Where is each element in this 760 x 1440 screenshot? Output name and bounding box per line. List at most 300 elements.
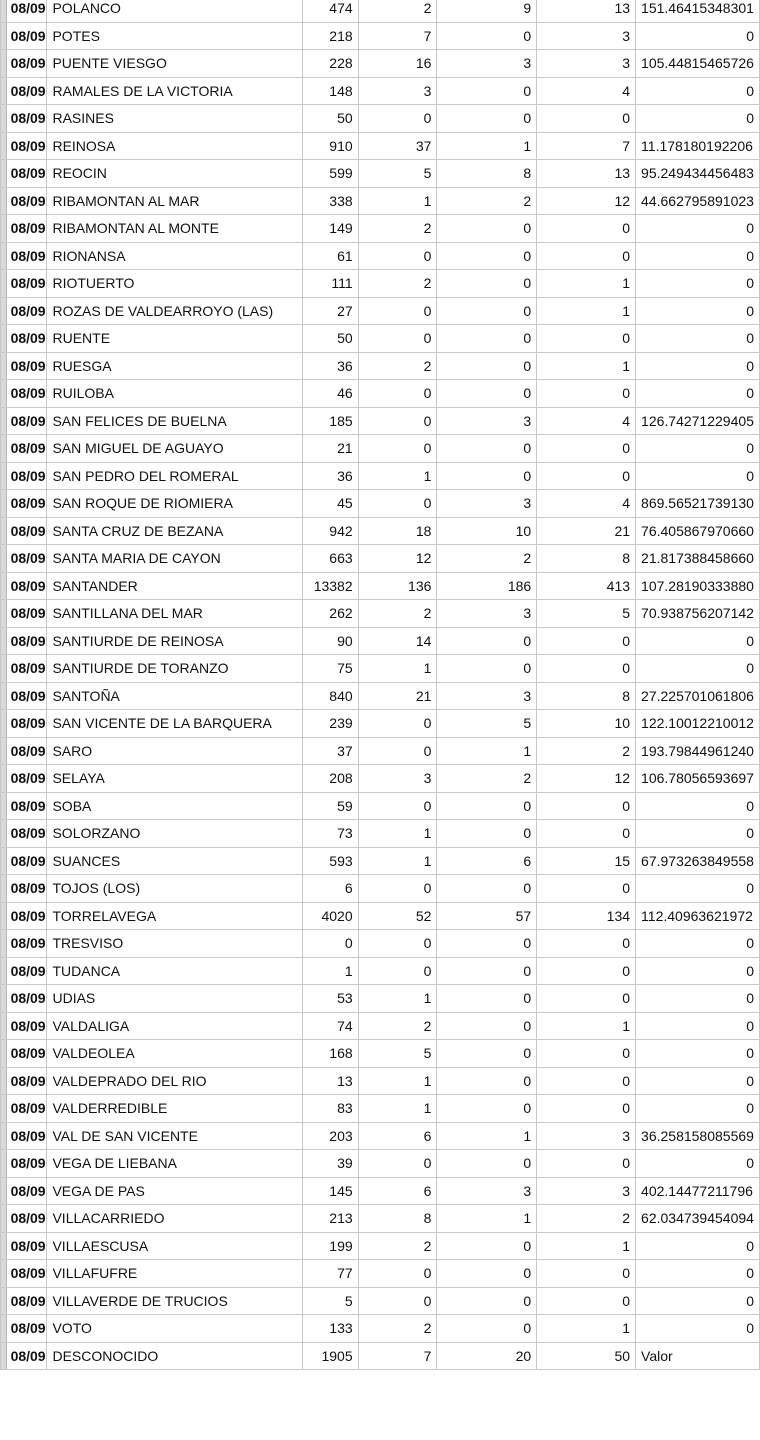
value-cell-3[interactable]: 3 bbox=[437, 682, 537, 710]
value-cell-5[interactable]: 0 bbox=[636, 1067, 760, 1095]
date-cell[interactable]: 08/09 bbox=[6, 875, 47, 903]
municipality-cell[interactable]: TORRELAVEGA bbox=[47, 902, 303, 930]
municipality-cell[interactable]: SANTA CRUZ DE BEZANA bbox=[47, 517, 303, 545]
value-cell-3[interactable]: 0 bbox=[437, 930, 537, 958]
municipality-cell[interactable]: SANTILLANA DEL MAR bbox=[47, 600, 303, 628]
value-cell-1[interactable]: 203 bbox=[303, 1122, 358, 1150]
value-cell-1[interactable]: 218 bbox=[303, 22, 358, 50]
value-cell-4[interactable]: 2 bbox=[537, 737, 636, 765]
value-cell-2[interactable]: 0 bbox=[358, 957, 437, 985]
value-cell-2[interactable]: 6 bbox=[358, 1177, 437, 1205]
value-cell-2[interactable]: 2 bbox=[358, 270, 437, 298]
value-cell-2[interactable]: 7 bbox=[358, 1342, 437, 1370]
date-cell[interactable]: 08/09 bbox=[6, 627, 47, 655]
value-cell-4[interactable]: 4 bbox=[537, 407, 636, 435]
value-cell-4[interactable]: 134 bbox=[537, 902, 636, 930]
municipality-cell[interactable]: POTES bbox=[47, 22, 303, 50]
value-cell-1[interactable]: 75 bbox=[303, 655, 358, 683]
date-cell[interactable]: 08/09 bbox=[6, 407, 47, 435]
value-cell-5[interactable]: 402.14477211796 bbox=[636, 1177, 760, 1205]
date-cell[interactable]: 08/09 bbox=[6, 22, 47, 50]
value-cell-4[interactable]: 0 bbox=[537, 957, 636, 985]
value-cell-5[interactable]: 151.46415348301 bbox=[636, 0, 760, 22]
value-cell-4[interactable]: 0 bbox=[537, 105, 636, 133]
date-cell[interactable]: 08/09 bbox=[6, 490, 47, 518]
value-cell-4[interactable]: 0 bbox=[537, 875, 636, 903]
value-cell-2[interactable]: 3 bbox=[358, 77, 437, 105]
value-cell-1[interactable]: 21 bbox=[303, 435, 358, 463]
date-cell[interactable]: 08/09 bbox=[6, 517, 47, 545]
value-cell-5[interactable]: 0 bbox=[636, 1315, 760, 1343]
value-cell-5[interactable]: 0 bbox=[636, 77, 760, 105]
value-cell-3[interactable]: 0 bbox=[437, 1095, 537, 1123]
value-cell-5[interactable]: 0 bbox=[636, 792, 760, 820]
date-cell[interactable]: 08/09 bbox=[6, 160, 47, 188]
municipality-cell[interactable]: RIOTUERTO bbox=[47, 270, 303, 298]
value-cell-4[interactable]: 3 bbox=[537, 50, 636, 78]
value-cell-4[interactable]: 0 bbox=[537, 325, 636, 353]
value-cell-2[interactable]: 0 bbox=[358, 1150, 437, 1178]
value-cell-5[interactable]: 0 bbox=[636, 380, 760, 408]
date-cell[interactable]: 08/09 bbox=[6, 1315, 47, 1343]
value-cell-3[interactable]: 0 bbox=[437, 985, 537, 1013]
value-cell-2[interactable]: 5 bbox=[358, 160, 437, 188]
municipality-cell[interactable]: SELAYA bbox=[47, 765, 303, 793]
value-cell-3[interactable]: 0 bbox=[437, 352, 537, 380]
date-cell[interactable]: 08/09 bbox=[6, 1122, 47, 1150]
value-cell-4[interactable]: 1 bbox=[537, 352, 636, 380]
value-cell-1[interactable]: 239 bbox=[303, 710, 358, 738]
date-cell[interactable]: 08/09 bbox=[6, 462, 47, 490]
date-cell[interactable]: 08/09 bbox=[6, 847, 47, 875]
value-cell-4[interactable]: 12 bbox=[537, 187, 636, 215]
municipality-cell[interactable]: VILLAVERDE DE TRUCIOS bbox=[47, 1287, 303, 1315]
value-cell-1[interactable]: 37 bbox=[303, 737, 358, 765]
value-cell-1[interactable]: 74 bbox=[303, 1012, 358, 1040]
value-cell-5[interactable]: 0 bbox=[636, 22, 760, 50]
date-cell[interactable]: 08/09 bbox=[6, 545, 47, 573]
value-cell-3[interactable]: 0 bbox=[437, 820, 537, 848]
value-cell-1[interactable]: 59 bbox=[303, 792, 358, 820]
value-cell-2[interactable]: 1 bbox=[358, 1095, 437, 1123]
municipality-cell[interactable]: PUENTE VIESGO bbox=[47, 50, 303, 78]
value-cell-2[interactable]: 0 bbox=[358, 242, 437, 270]
value-cell-2[interactable]: 16 bbox=[358, 50, 437, 78]
municipality-cell[interactable]: VOTO bbox=[47, 1315, 303, 1343]
date-cell[interactable]: 08/09 bbox=[6, 572, 47, 600]
municipality-cell[interactable]: SOBA bbox=[47, 792, 303, 820]
value-cell-1[interactable]: 474 bbox=[303, 0, 358, 22]
value-cell-4[interactable]: 0 bbox=[537, 435, 636, 463]
value-cell-1[interactable]: 1905 bbox=[303, 1342, 358, 1370]
value-cell-3[interactable]: 0 bbox=[437, 325, 537, 353]
date-cell[interactable]: 08/09 bbox=[6, 242, 47, 270]
value-cell-2[interactable]: 2 bbox=[358, 0, 437, 22]
value-cell-5[interactable]: 27.225701061806 bbox=[636, 682, 760, 710]
municipality-cell[interactable]: SANTIURDE DE TORANZO bbox=[47, 655, 303, 683]
value-cell-1[interactable]: 185 bbox=[303, 407, 358, 435]
date-cell[interactable]: 08/09 bbox=[6, 682, 47, 710]
date-cell[interactable]: 08/09 bbox=[6, 50, 47, 78]
municipality-cell[interactable]: POLANCO bbox=[47, 0, 303, 22]
municipality-cell[interactable]: SOLORZANO bbox=[47, 820, 303, 848]
value-cell-1[interactable]: 50 bbox=[303, 325, 358, 353]
date-cell[interactable]: 08/09 bbox=[6, 380, 47, 408]
value-cell-2[interactable]: 0 bbox=[358, 1287, 437, 1315]
municipality-cell[interactable]: VALDERREDIBLE bbox=[47, 1095, 303, 1123]
value-cell-2[interactable]: 2 bbox=[358, 600, 437, 628]
value-cell-3[interactable]: 6 bbox=[437, 847, 537, 875]
value-cell-3[interactable]: 0 bbox=[437, 957, 537, 985]
value-cell-2[interactable]: 2 bbox=[358, 215, 437, 243]
date-cell[interactable]: 08/09 bbox=[6, 1150, 47, 1178]
municipality-cell[interactable]: SANTANDER bbox=[47, 572, 303, 600]
value-cell-4[interactable]: 0 bbox=[537, 1150, 636, 1178]
value-cell-3[interactable]: 0 bbox=[437, 1012, 537, 1040]
value-cell-1[interactable]: 262 bbox=[303, 600, 358, 628]
value-cell-3[interactable]: 0 bbox=[437, 655, 537, 683]
value-cell-1[interactable]: 6 bbox=[303, 875, 358, 903]
value-cell-4[interactable]: 13 bbox=[537, 0, 636, 22]
value-cell-4[interactable]: 0 bbox=[537, 985, 636, 1013]
date-cell[interactable]: 08/09 bbox=[6, 902, 47, 930]
value-cell-3[interactable]: 0 bbox=[437, 1040, 537, 1068]
value-cell-5[interactable]: 0 bbox=[636, 957, 760, 985]
value-cell-2[interactable]: 1 bbox=[358, 655, 437, 683]
value-cell-1[interactable]: 46 bbox=[303, 380, 358, 408]
value-cell-1[interactable]: 199 bbox=[303, 1232, 358, 1260]
value-cell-1[interactable]: 27 bbox=[303, 297, 358, 325]
value-cell-4[interactable]: 15 bbox=[537, 847, 636, 875]
date-cell[interactable]: 08/09 bbox=[6, 737, 47, 765]
value-cell-3[interactable]: 1 bbox=[437, 737, 537, 765]
municipality-cell[interactable]: VEGA DE PAS bbox=[47, 1177, 303, 1205]
value-cell-2[interactable]: 1 bbox=[358, 985, 437, 1013]
value-cell-2[interactable]: 12 bbox=[358, 545, 437, 573]
value-cell-4[interactable]: 12 bbox=[537, 765, 636, 793]
municipality-cell[interactable]: TOJOS (LOS) bbox=[47, 875, 303, 903]
value-cell-3[interactable]: 0 bbox=[437, 105, 537, 133]
value-cell-4[interactable]: 0 bbox=[537, 1260, 636, 1288]
value-cell-5[interactable]: 62.034739454094 bbox=[636, 1205, 760, 1233]
value-cell-4[interactable]: 0 bbox=[537, 215, 636, 243]
value-cell-1[interactable]: 149 bbox=[303, 215, 358, 243]
value-cell-1[interactable]: 73 bbox=[303, 820, 358, 848]
value-cell-5[interactable]: 0 bbox=[636, 105, 760, 133]
value-cell-3[interactable]: 57 bbox=[437, 902, 537, 930]
value-cell-4[interactable]: 3 bbox=[537, 22, 636, 50]
municipality-cell[interactable]: SUANCES bbox=[47, 847, 303, 875]
value-cell-2[interactable]: 52 bbox=[358, 902, 437, 930]
value-cell-4[interactable]: 0 bbox=[537, 930, 636, 958]
value-cell-3[interactable]: 3 bbox=[437, 407, 537, 435]
date-cell[interactable]: 08/09 bbox=[6, 270, 47, 298]
value-cell-1[interactable]: 83 bbox=[303, 1095, 358, 1123]
value-cell-5[interactable]: 0 bbox=[636, 875, 760, 903]
date-cell[interactable]: 08/09 bbox=[6, 1177, 47, 1205]
value-cell-3[interactable]: 0 bbox=[437, 1232, 537, 1260]
value-cell-2[interactable]: 2 bbox=[358, 1012, 437, 1040]
value-cell-2[interactable]: 0 bbox=[358, 792, 437, 820]
value-cell-5[interactable]: 0 bbox=[636, 1260, 760, 1288]
value-cell-3[interactable]: 0 bbox=[437, 435, 537, 463]
value-cell-1[interactable]: 910 bbox=[303, 132, 358, 160]
value-cell-4[interactable]: 0 bbox=[537, 820, 636, 848]
value-cell-1[interactable]: 599 bbox=[303, 160, 358, 188]
value-cell-1[interactable]: 61 bbox=[303, 242, 358, 270]
value-cell-2[interactable]: 1 bbox=[358, 1067, 437, 1095]
value-cell-5[interactable]: 106.78056593697 bbox=[636, 765, 760, 793]
value-cell-4[interactable]: 4 bbox=[537, 490, 636, 518]
value-cell-5[interactable]: 0 bbox=[636, 820, 760, 848]
value-cell-1[interactable]: 36 bbox=[303, 462, 358, 490]
value-cell-4[interactable]: 10 bbox=[537, 710, 636, 738]
date-cell[interactable]: 08/09 bbox=[6, 765, 47, 793]
value-cell-1[interactable]: 1 bbox=[303, 957, 358, 985]
value-cell-3[interactable]: 0 bbox=[437, 380, 537, 408]
value-cell-2[interactable]: 1 bbox=[358, 462, 437, 490]
value-cell-3[interactable]: 0 bbox=[437, 242, 537, 270]
municipality-cell[interactable]: SAN ROQUE DE RIOMIERA bbox=[47, 490, 303, 518]
value-cell-2[interactable]: 0 bbox=[358, 490, 437, 518]
value-cell-5[interactable]: 193.79844961240 bbox=[636, 737, 760, 765]
date-cell[interactable]: 08/09 bbox=[6, 1067, 47, 1095]
municipality-cell[interactable]: VALDALIGA bbox=[47, 1012, 303, 1040]
value-cell-5[interactable]: Valor bbox=[636, 1342, 760, 1370]
value-cell-5[interactable]: 122.10012210012 bbox=[636, 710, 760, 738]
value-cell-2[interactable]: 2 bbox=[358, 1315, 437, 1343]
value-cell-4[interactable]: 1 bbox=[537, 1315, 636, 1343]
value-cell-2[interactable]: 0 bbox=[358, 407, 437, 435]
value-cell-1[interactable]: 90 bbox=[303, 627, 358, 655]
municipality-cell[interactable]: RIBAMONTAN AL MAR bbox=[47, 187, 303, 215]
municipality-cell[interactable]: TUDANCA bbox=[47, 957, 303, 985]
date-cell[interactable]: 08/09 bbox=[6, 352, 47, 380]
value-cell-5[interactable]: 0 bbox=[636, 435, 760, 463]
value-cell-5[interactable]: 0 bbox=[636, 655, 760, 683]
value-cell-5[interactable]: 112.40963621972 bbox=[636, 902, 760, 930]
municipality-cell[interactable]: ROZAS DE VALDEARROYO (LAS) bbox=[47, 297, 303, 325]
date-cell[interactable]: 08/09 bbox=[6, 1205, 47, 1233]
municipality-cell[interactable]: VILLAESCUSA bbox=[47, 1232, 303, 1260]
value-cell-4[interactable]: 50 bbox=[537, 1342, 636, 1370]
value-cell-1[interactable]: 5 bbox=[303, 1287, 358, 1315]
municipality-cell[interactable]: VILLAFUFRE bbox=[47, 1260, 303, 1288]
municipality-cell[interactable]: SAN PEDRO DEL ROMERAL bbox=[47, 462, 303, 490]
municipality-cell[interactable]: DESCONOCIDO bbox=[47, 1342, 303, 1370]
municipality-cell[interactable]: UDIAS bbox=[47, 985, 303, 1013]
date-cell[interactable]: 08/09 bbox=[6, 792, 47, 820]
municipality-cell[interactable]: SANTOÑA bbox=[47, 682, 303, 710]
value-cell-4[interactable]: 0 bbox=[537, 655, 636, 683]
date-cell[interactable]: 08/09 bbox=[6, 77, 47, 105]
value-cell-3[interactable]: 3 bbox=[437, 50, 537, 78]
value-cell-5[interactable]: 0 bbox=[636, 352, 760, 380]
value-cell-3[interactable]: 0 bbox=[437, 1150, 537, 1178]
value-cell-5[interactable]: 44.662795891023 bbox=[636, 187, 760, 215]
value-cell-1[interactable]: 228 bbox=[303, 50, 358, 78]
value-cell-5[interactable]: 0 bbox=[636, 270, 760, 298]
date-cell[interactable]: 08/09 bbox=[6, 930, 47, 958]
value-cell-3[interactable]: 1 bbox=[437, 1122, 537, 1150]
value-cell-5[interactable]: 0 bbox=[636, 1232, 760, 1260]
value-cell-3[interactable]: 8 bbox=[437, 160, 537, 188]
value-cell-4[interactable]: 413 bbox=[537, 572, 636, 600]
date-cell[interactable]: 08/09 bbox=[6, 435, 47, 463]
value-cell-4[interactable]: 1 bbox=[537, 1232, 636, 1260]
value-cell-4[interactable]: 1 bbox=[537, 297, 636, 325]
value-cell-5[interactable]: 21.817388458660 bbox=[636, 545, 760, 573]
value-cell-3[interactable]: 1 bbox=[437, 1205, 537, 1233]
value-cell-4[interactable]: 0 bbox=[537, 1067, 636, 1095]
value-cell-2[interactable]: 18 bbox=[358, 517, 437, 545]
value-cell-2[interactable]: 0 bbox=[358, 105, 437, 133]
value-cell-3[interactable]: 10 bbox=[437, 517, 537, 545]
value-cell-1[interactable]: 50 bbox=[303, 105, 358, 133]
municipality-cell[interactable]: SANTIURDE DE REINOSA bbox=[47, 627, 303, 655]
value-cell-4[interactable]: 8 bbox=[537, 545, 636, 573]
municipality-cell[interactable]: REINOSA bbox=[47, 132, 303, 160]
value-cell-2[interactable]: 0 bbox=[358, 1260, 437, 1288]
municipality-cell[interactable]: SAN FELICES DE BUELNA bbox=[47, 407, 303, 435]
value-cell-2[interactable]: 0 bbox=[358, 380, 437, 408]
value-cell-5[interactable]: 869.56521739130 bbox=[636, 490, 760, 518]
value-cell-3[interactable]: 2 bbox=[437, 187, 537, 215]
value-cell-5[interactable]: 0 bbox=[636, 1287, 760, 1315]
value-cell-4[interactable]: 13 bbox=[537, 160, 636, 188]
municipality-cell[interactable]: VALDEOLEA bbox=[47, 1040, 303, 1068]
value-cell-1[interactable]: 39 bbox=[303, 1150, 358, 1178]
value-cell-3[interactable]: 0 bbox=[437, 462, 537, 490]
date-cell[interactable]: 08/09 bbox=[6, 0, 47, 22]
value-cell-1[interactable]: 593 bbox=[303, 847, 358, 875]
municipality-cell[interactable]: RUENTE bbox=[47, 325, 303, 353]
value-cell-4[interactable]: 0 bbox=[537, 1287, 636, 1315]
value-cell-5[interactable]: 0 bbox=[636, 215, 760, 243]
value-cell-1[interactable]: 942 bbox=[303, 517, 358, 545]
value-cell-5[interactable]: 0 bbox=[636, 242, 760, 270]
value-cell-1[interactable]: 168 bbox=[303, 1040, 358, 1068]
municipality-cell[interactable]: RIONANSA bbox=[47, 242, 303, 270]
value-cell-2[interactable]: 8 bbox=[358, 1205, 437, 1233]
date-cell[interactable]: 08/09 bbox=[6, 1260, 47, 1288]
date-cell[interactable]: 08/09 bbox=[6, 1095, 47, 1123]
date-cell[interactable]: 08/09 bbox=[6, 1232, 47, 1260]
value-cell-1[interactable]: 840 bbox=[303, 682, 358, 710]
value-cell-1[interactable]: 145 bbox=[303, 1177, 358, 1205]
value-cell-4[interactable]: 21 bbox=[537, 517, 636, 545]
value-cell-4[interactable]: 3 bbox=[537, 1122, 636, 1150]
municipality-cell[interactable]: VEGA DE LIEBANA bbox=[47, 1150, 303, 1178]
date-cell[interactable]: 08/09 bbox=[6, 600, 47, 628]
value-cell-4[interactable]: 0 bbox=[537, 627, 636, 655]
value-cell-5[interactable]: 0 bbox=[636, 1095, 760, 1123]
municipality-cell[interactable]: SAN VICENTE DE LA BARQUERA bbox=[47, 710, 303, 738]
value-cell-4[interactable]: 0 bbox=[537, 462, 636, 490]
value-cell-1[interactable]: 0 bbox=[303, 930, 358, 958]
value-cell-1[interactable]: 13 bbox=[303, 1067, 358, 1095]
date-cell[interactable]: 08/09 bbox=[6, 957, 47, 985]
value-cell-1[interactable]: 133 bbox=[303, 1315, 358, 1343]
value-cell-3[interactable]: 3 bbox=[437, 600, 537, 628]
municipality-cell[interactable]: SAN MIGUEL DE AGUAYO bbox=[47, 435, 303, 463]
municipality-cell[interactable]: VAL DE SAN VICENTE bbox=[47, 1122, 303, 1150]
value-cell-4[interactable]: 0 bbox=[537, 242, 636, 270]
value-cell-4[interactable]: 5 bbox=[537, 600, 636, 628]
value-cell-2[interactable]: 21 bbox=[358, 682, 437, 710]
value-cell-4[interactable]: 1 bbox=[537, 1012, 636, 1040]
value-cell-5[interactable]: 126.74271229405 bbox=[636, 407, 760, 435]
value-cell-4[interactable]: 0 bbox=[537, 792, 636, 820]
value-cell-5[interactable]: 36.258158085569 bbox=[636, 1122, 760, 1150]
value-cell-4[interactable]: 0 bbox=[537, 380, 636, 408]
value-cell-2[interactable]: 37 bbox=[358, 132, 437, 160]
value-cell-4[interactable]: 1 bbox=[537, 270, 636, 298]
value-cell-3[interactable]: 0 bbox=[437, 297, 537, 325]
value-cell-2[interactable]: 1 bbox=[358, 187, 437, 215]
value-cell-2[interactable]: 2 bbox=[358, 352, 437, 380]
date-cell[interactable]: 08/09 bbox=[6, 215, 47, 243]
value-cell-5[interactable]: 76.405867970660 bbox=[636, 517, 760, 545]
date-cell[interactable]: 08/09 bbox=[6, 655, 47, 683]
municipality-cell[interactable]: RIBAMONTAN AL MONTE bbox=[47, 215, 303, 243]
value-cell-1[interactable]: 53 bbox=[303, 985, 358, 1013]
value-cell-5[interactable]: 0 bbox=[636, 297, 760, 325]
date-cell[interactable]: 08/09 bbox=[6, 985, 47, 1013]
value-cell-5[interactable]: 0 bbox=[636, 627, 760, 655]
date-cell[interactable]: 08/09 bbox=[6, 187, 47, 215]
value-cell-3[interactable]: 3 bbox=[437, 490, 537, 518]
municipality-cell[interactable]: RUESGA bbox=[47, 352, 303, 380]
value-cell-4[interactable]: 2 bbox=[537, 1205, 636, 1233]
value-cell-4[interactable]: 8 bbox=[537, 682, 636, 710]
date-cell[interactable]: 08/09 bbox=[6, 1040, 47, 1068]
date-cell[interactable]: 08/09 bbox=[6, 297, 47, 325]
value-cell-4[interactable]: 7 bbox=[537, 132, 636, 160]
value-cell-1[interactable]: 338 bbox=[303, 187, 358, 215]
value-cell-3[interactable]: 20 bbox=[437, 1342, 537, 1370]
date-cell[interactable]: 08/09 bbox=[6, 1012, 47, 1040]
value-cell-5[interactable]: 0 bbox=[636, 1040, 760, 1068]
value-cell-3[interactable]: 0 bbox=[437, 215, 537, 243]
municipality-cell[interactable]: SANTA MARIA DE CAYON bbox=[47, 545, 303, 573]
value-cell-1[interactable]: 663 bbox=[303, 545, 358, 573]
value-cell-1[interactable]: 45 bbox=[303, 490, 358, 518]
value-cell-5[interactable]: 105.44815465726 bbox=[636, 50, 760, 78]
municipality-cell[interactable]: RAMALES DE LA VICTORIA bbox=[47, 77, 303, 105]
value-cell-3[interactable]: 186 bbox=[437, 572, 537, 600]
municipality-cell[interactable]: RUILOBA bbox=[47, 380, 303, 408]
municipality-cell[interactable]: RASINES bbox=[47, 105, 303, 133]
date-cell[interactable]: 08/09 bbox=[6, 132, 47, 160]
date-cell[interactable]: 08/09 bbox=[6, 325, 47, 353]
value-cell-4[interactable]: 0 bbox=[537, 1040, 636, 1068]
value-cell-5[interactable]: 95.249434456483 bbox=[636, 160, 760, 188]
value-cell-3[interactable]: 0 bbox=[437, 1287, 537, 1315]
value-cell-2[interactable]: 0 bbox=[358, 737, 437, 765]
value-cell-2[interactable]: 7 bbox=[358, 22, 437, 50]
value-cell-3[interactable]: 3 bbox=[437, 1177, 537, 1205]
value-cell-1[interactable]: 208 bbox=[303, 765, 358, 793]
value-cell-3[interactable]: 0 bbox=[437, 792, 537, 820]
value-cell-3[interactable]: 9 bbox=[437, 0, 537, 22]
value-cell-3[interactable]: 2 bbox=[437, 545, 537, 573]
date-cell[interactable]: 08/09 bbox=[6, 820, 47, 848]
value-cell-2[interactable]: 1 bbox=[358, 847, 437, 875]
value-cell-3[interactable]: 5 bbox=[437, 710, 537, 738]
value-cell-1[interactable]: 36 bbox=[303, 352, 358, 380]
value-cell-1[interactable]: 13382 bbox=[303, 572, 358, 600]
